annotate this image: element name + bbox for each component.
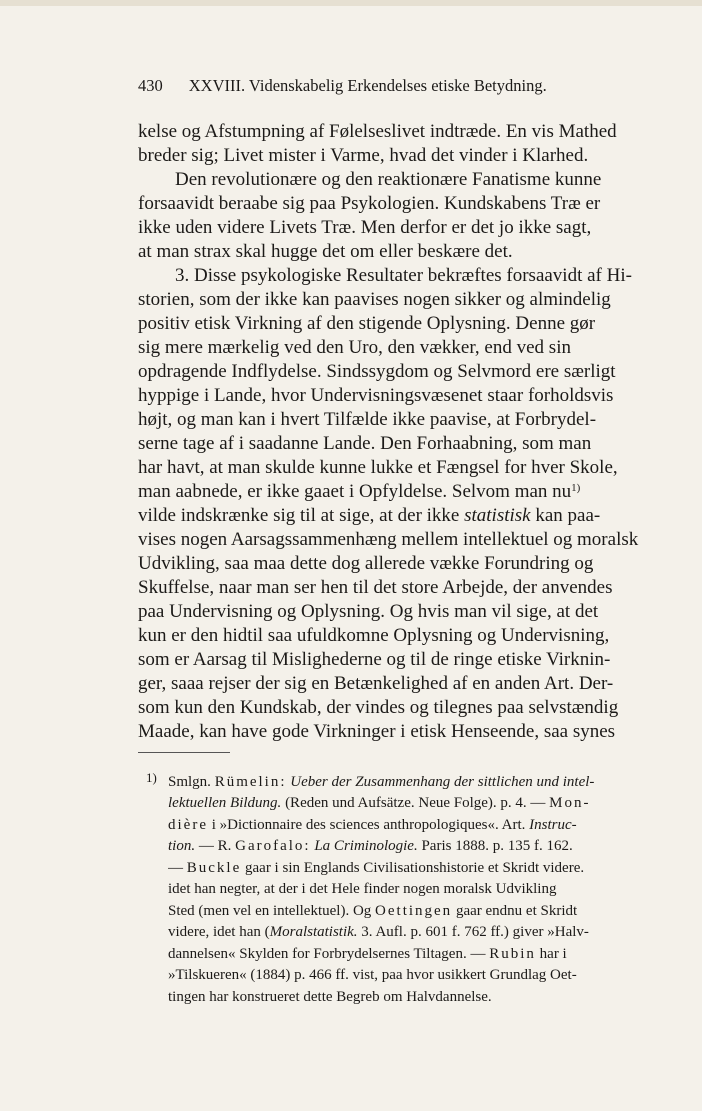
text-line: hyppige i Lande, hvor Undervisningsvæsenet staar forholdsvis [138,385,614,406]
footnote-line [168,793,654,815]
text-line: serne tage af i saadanne Lande. Den Forhaabning, som man [138,433,592,454]
text-span: (Reden und Aufsätze. Neue Folge). p. 4. — [285,795,546,811]
running-header [138,76,588,96]
page-number: 430 [138,76,163,95]
footnote-line [168,944,654,966]
text-span: dannelsen« Skylden for Forbrydelsernes Tiltagen. — [168,946,486,962]
book-title: tion. [168,838,196,854]
footnote-divider [138,752,230,753]
footnote-line [168,836,654,858]
text-span: — R. [198,838,232,854]
footnote-line: idet han negter, at der i det Hele finder nogen moralsk Udvikling [168,881,557,897]
author-name: dière [168,817,208,833]
text-line: vises nogen Aarsagssammenhæng mellem intellektuel og moralsk [138,529,639,550]
text-line: Skuffelse, naar man ser hen til det store Arbejde, der anvendes [138,577,613,598]
footnote-line [168,858,654,880]
text-line: Den revolutionære og den reaktionære Fanatisme kunne [175,169,602,190]
text-span: i »Dictionnaire des sciences anthropologiques«. Art. [211,817,526,833]
text-line: som er Aarsag til Mislighederne og til de ringe etiske Virknin- [138,649,611,670]
text-line: ikke uden videre Livets Træ. Men derfor er det jo ikke sagt, [138,217,592,238]
emphasis-text: statistisk [464,505,531,526]
text-span: har i [539,946,567,962]
footnote-line: »Tilskueren« (1884) p. 466 ff. vist, paa hvor usikkert Grundlag Oet- [168,967,577,983]
text-line: Udvikling, saa maa dette dog allerede vække Forundring og [138,553,594,574]
text-span: gaar i sin Englands Civilisationshistorie et Skridt videre. [245,860,585,876]
footnote-reference: 1) [571,482,581,494]
page-edge [0,0,702,6]
text-line: opdragende Indflydelse. Sindssygdom og Selvmord ere særligt [138,361,616,382]
footnote-line [168,772,654,794]
text-line: ger, saaa rejser der sig en Betænkelighed af en anden Art. Der- [138,673,614,694]
text-line: har havt, at man skulde kunne lukke et Fængsel for hver Skole, [138,457,618,478]
text-span: Smlgn. [168,774,211,790]
text-span: Sted (men vel en intellektuel). Og [168,903,372,919]
text-span: Paris 1888. p. 135 f. 162. [421,838,573,854]
text-line: positiv etisk Virkning af den stigende Oplysning. Denne gør [138,313,596,334]
footnote-marker: 1) [146,770,157,785]
text-line: at man strax skal hugge det om eller beskære det. [138,241,513,262]
text-line: sig mere mærkelig ved den Uro, den vækker, end ved sin [138,337,571,358]
text-span: man aabnede, er ikke gaaet i Opfyldelse. Selvom man nu [138,481,572,502]
text-span: kan paa- [535,505,601,526]
author-name: Mon- [549,795,591,811]
author-name: Rümelin: [214,774,287,790]
text-span: vilde indskrænke sig til at sige, at der ikke [138,505,460,526]
author-name: Oettingen [375,903,453,919]
text-line: Maade, kan have gode Virkninger i etisk Henseende, saa synes [138,721,616,742]
text-span: — [168,860,183,876]
text-line: højt, og man kan i hvert Tilfælde ikke paavise, at Forbrydel- [138,409,597,430]
text-line: kelse og Afstumpning af Følelseslivet indtræde. En vis Mathed [138,121,617,142]
book-title: Moralstatistik. [269,924,358,940]
book-title: La Criminologie. [314,838,418,854]
text-span: 3. Aufl. p. 601 f. 762 ff.) giver »Halv- [361,924,589,940]
footnote-line [168,922,654,944]
book-title: Ueber der Zusammenhang der sittlichen und intel- [290,774,595,790]
footnote-line [168,901,654,923]
text-line: forsaavidt beraabe sig paa Psykologien. Kundskabens Træ er [138,193,601,214]
text-line [138,480,654,504]
footnote-line [168,815,654,837]
text-line [138,504,654,528]
text-span: gaar endnu et Skridt [455,903,578,919]
text-line: storien, som der ikke kan paavises nogen sikker og almindelig [138,289,611,310]
book-title: Instruc- [529,817,577,833]
book-title: lektuellen Bildung. [168,795,282,811]
text-line: breder sig; Livet mister i Varme, hvad det vinder i Klarhed. [138,145,589,166]
text-span: videre, idet han ( [168,924,270,940]
text-line: kun er den hidtil saa ufuldkomne Oplysning og Undervisning, [138,625,610,646]
running-title: XXVIII. Videnskabelig Erkendelses etiske Betydning. [188,76,547,95]
text-line: 3. Disse psykologiske Resultater bekræftes forsaavidt af Hi- [175,265,632,286]
footnote-line: tingen har konstrueret dette Begreb om Halvdannelse. [168,989,492,1005]
text-line: som kun den Kundskab, der vindes og tilegnes paa selvstændig [138,697,619,718]
text-line: paa Undervisning og Oplysning. Og hvis man vil sige, at det [138,601,599,622]
author-name: Buckle [186,860,242,876]
author-name: Rubin [489,946,536,962]
author-name: Garofalo: [235,838,311,854]
